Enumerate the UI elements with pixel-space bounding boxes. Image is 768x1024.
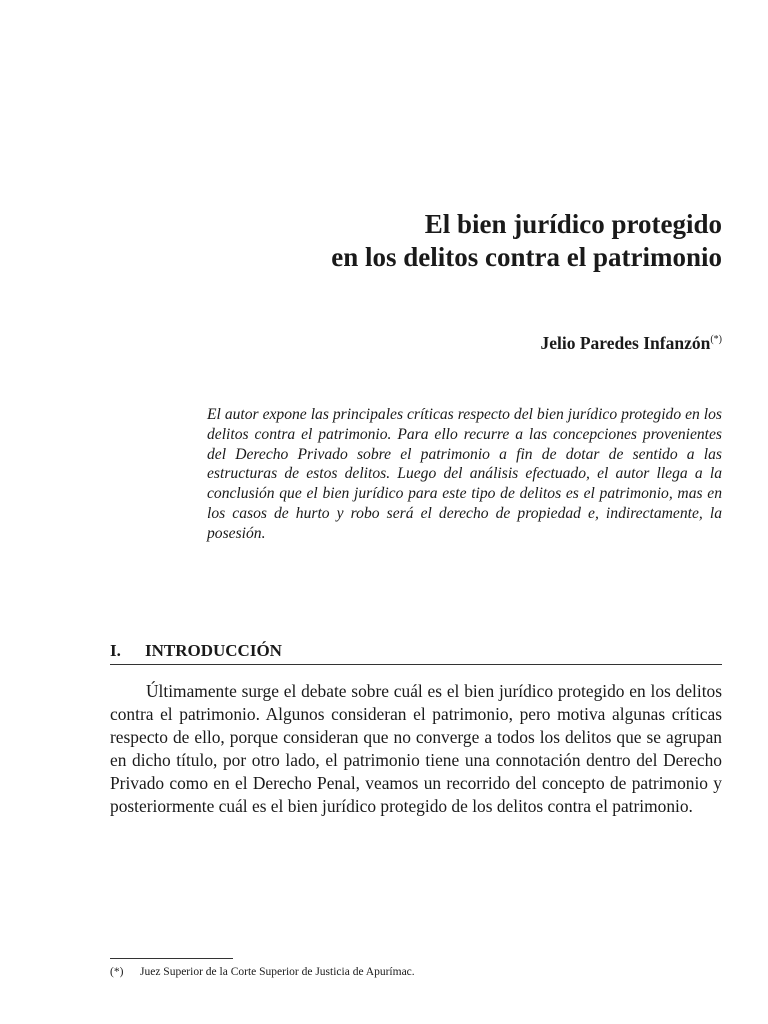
section-title: INTRODUCCIÓN <box>145 641 282 660</box>
author-footnote-marker: (*) <box>710 334 722 345</box>
article-abstract: El autor expone las principales críticas respecto del bien jurídico protegido en los delitos contra el patrimonio. Para ello recurre a las concepciones provenientes del Derecho Privado sobre el patrimonio a fin de dotar de sentido a las estructuras de estos delitos. Luego del análisis efectuado, el autor llega a la conclusión que el bien jurídico para este tipo de delitos es el patrimonio, mas en los casos de hurto y robo será el derecho de propiedad e, indirectamente, la posesión. <box>207 406 722 542</box>
article-title-line-1: El bien jurídico protegido <box>424 209 722 239</box>
footnote-marker: (*) <box>110 966 124 978</box>
section-heading <box>110 641 722 665</box>
section-number: I. <box>110 641 121 660</box>
article-title <box>331 208 722 274</box>
article-title-line-2: en los delitos contra el patrimonio <box>331 242 722 272</box>
author-name: Jelio Paredes Infanzón <box>540 333 711 353</box>
footnote <box>110 966 415 978</box>
footnote-text: Juez Superior de la Corte Superior de Justicia de Apurímac. <box>140 966 415 978</box>
footnote-divider <box>110 958 233 959</box>
article-author <box>541 333 723 354</box>
section-paragraph: Últimamente surge el debate sobre cuál es el bien jurídico protegido en los delitos contra el patrimonio. Algunos consideran el patrimonio, pero motiva algunas críticas respecto de ello, porque consideran que no converge a todos los delitos que se agrupan en dicho título, por otro lado, el patrimonio tiene una connotación dentro del Derecho Privado como en el Derecho Penal, veamos un recorrido del concepto de patrimonio y posteriormente cuál es el bien jurídico protegido de los delitos contra el patrimonio. <box>110 681 722 816</box>
